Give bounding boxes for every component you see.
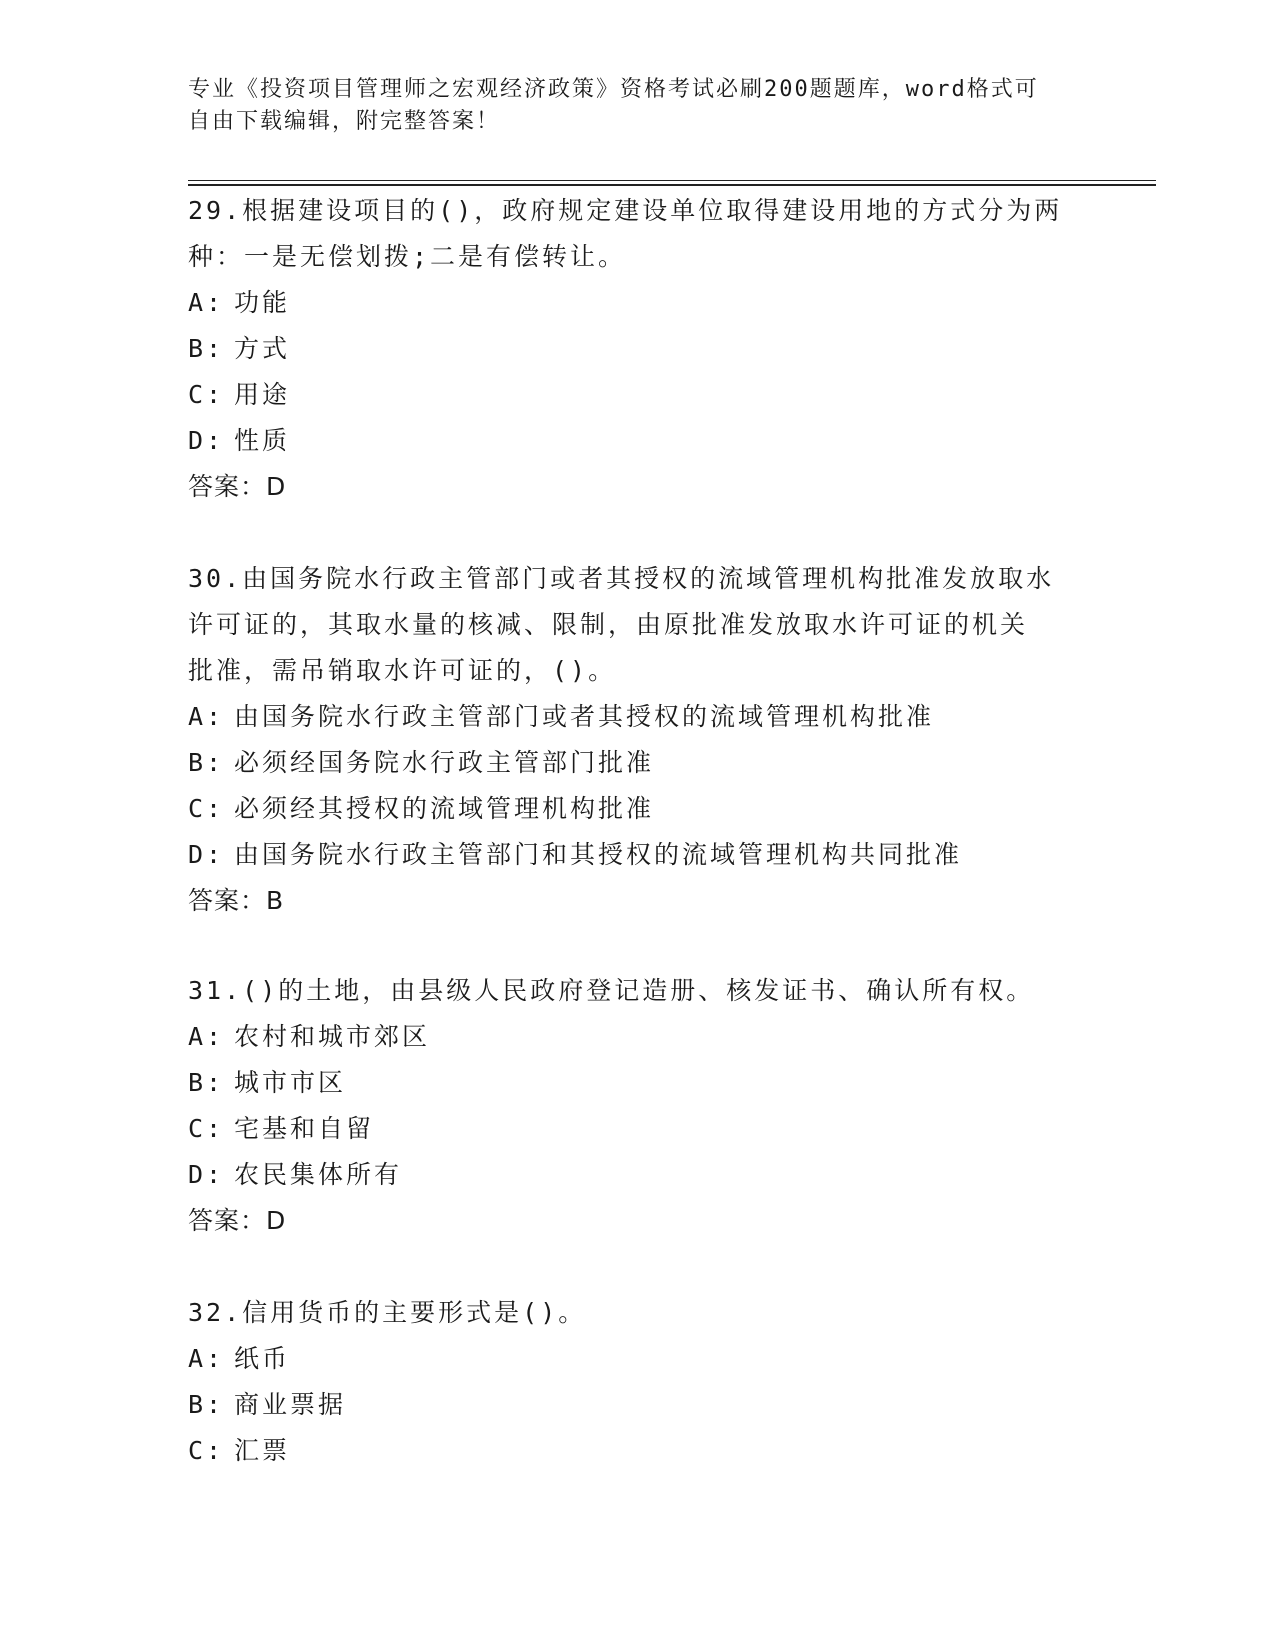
option-key: B: [188,1390,225,1419]
option-text: 纸币 [234,1344,291,1373]
option-d [188,418,1088,464]
question-stem: 32.信用货币的主要形式是()。 [188,1298,587,1327]
question-stem: 批准，需吊销取水许可证的，()。 [188,656,617,685]
option-text: 必须经国务院水行政主管部门批准 [234,748,655,777]
option-key: A: [188,288,225,317]
option-text: 农村和城市郊区 [234,1022,431,1051]
question-stem: 种：一是无偿划拨;二是有偿转让。 [188,242,627,271]
document-header [188,74,1088,138]
option-text: 由国务院水行政主管部门或者其授权的流域管理机构批准 [234,702,935,731]
option-key: D: [188,426,225,455]
option-key: A: [188,702,225,731]
option-b [188,1382,1088,1428]
option-a [188,280,1088,326]
option-d [188,832,1088,878]
option-text: 必须经其授权的流域管理机构批准 [234,794,655,823]
option-key: C: [188,1114,225,1143]
option-key: B: [188,1068,225,1097]
option-text: 农民集体所有 [234,1160,403,1189]
option-c [188,1428,1088,1474]
question-stem: 31.()的土地，由县级人民政府登记造册、核发证书、确认所有权。 [188,976,1035,1005]
option-key: D: [188,840,225,869]
option-text: 汇票 [234,1436,291,1465]
option-b [188,740,1088,786]
option-text: 性质 [234,426,291,455]
answer-line: 答案：D [188,472,287,501]
option-key: A: [188,1022,225,1051]
question-stem: 29.根据建设项目的()，政府规定建设单位取得建设用地的方式分为两 [188,196,1063,225]
option-key: C: [188,794,225,823]
option-c [188,1106,1088,1152]
header-divider-top [188,180,1156,181]
question-block [188,556,1088,924]
question-block [188,968,1088,1244]
header-line-2: 自由下载编辑，附完整答案！ [188,109,501,134]
option-text: 城市市区 [234,1068,347,1097]
option-a [188,694,1088,740]
option-a [188,1336,1088,1382]
option-key: A: [188,1344,225,1373]
option-key: C: [188,380,225,409]
answer-line: 答案：D [188,1206,287,1235]
answer-line: 答案：B [188,886,285,915]
option-b [188,1060,1088,1106]
question-stem: 许可证的，其取水量的核减、限制，由原批准发放取水许可证的机关 [188,610,1029,639]
option-key: D: [188,1160,225,1189]
question-stem: 30.由国务院水行政主管部门或者其授权的流域管理机构批准发放取水 [188,564,1055,593]
option-c [188,372,1088,418]
option-text: 方式 [234,334,291,363]
option-c [188,786,1088,832]
option-key: C: [188,1436,225,1465]
option-key: B: [188,748,225,777]
header-divider-bottom [188,184,1156,186]
option-text: 用途 [234,380,291,409]
question-block [188,188,1088,510]
option-key: B: [188,334,225,363]
option-text: 宅基和自留 [234,1114,375,1143]
option-text: 由国务院水行政主管部门和其授权的流域管理机构共同批准 [234,840,963,869]
option-d [188,1152,1088,1198]
option-a [188,1014,1088,1060]
option-text: 功能 [234,288,291,317]
header-line-1: 专业《投资项目管理师之宏观经济政策》资格考试必刷200题题库，word格式可 [188,77,1039,102]
option-text: 商业票据 [234,1390,347,1419]
option-b [188,326,1088,372]
question-block [188,1290,1088,1474]
